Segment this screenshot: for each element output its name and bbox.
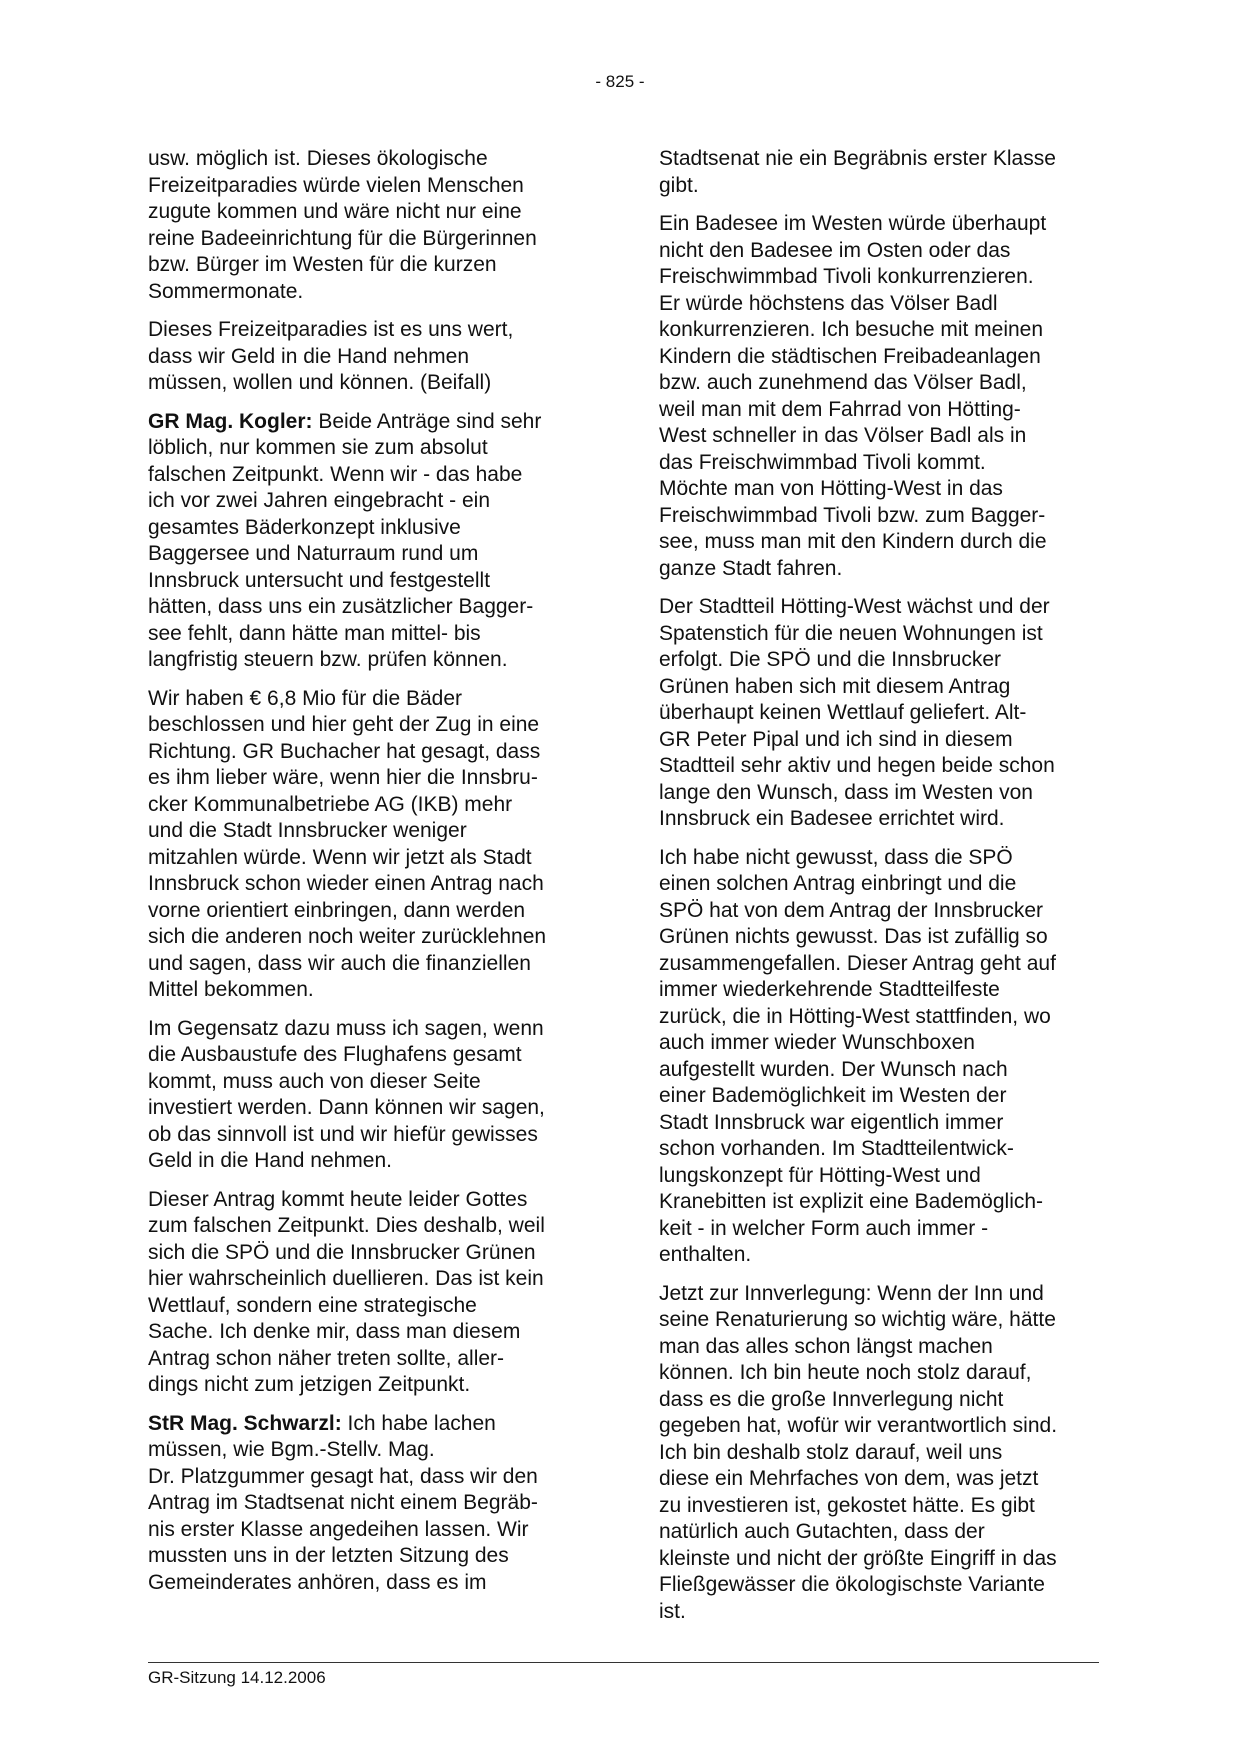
left-column [148, 146, 588, 1608]
paragraph [148, 146, 588, 305]
paragraph-text: Dieses Freizeitparadies ist es uns wert, dass wir Geld in die Hand nehmen müssen, wollen und können. (Beifall) [148, 318, 514, 394]
paragraph [659, 594, 1099, 833]
paragraph [148, 1187, 588, 1399]
paragraph [148, 686, 588, 1004]
paragraph [148, 409, 588, 674]
paragraph [659, 211, 1099, 582]
speaker-name: GR Mag. Kogler: [148, 409, 313, 433]
paragraph-text: Stadtsenat nie ein Begräbnis erster Klasse gibt. [659, 147, 1056, 197]
paragraph-text: Ich habe nicht gewusst, dass die SPÖ einen solchen Antrag einbringt und die SPÖ hat von dem Antrag der Innsbrucker Grünen nichts gewusst. Das ist zufällig so zusammengefallen. Dieser Antrag geht auf immer wiederkehrende Stadtteilfeste zurück, die in Hötting-West stattfinden, wo auch immer wieder Wunschboxen aufgestellt wurden. Der Wunsch nach einer Bademöglichkeit im Westen der Stadt Innsbruck war eigentlich immer schon vorhanden. Im Stadtteilentwick- lungskonzept für Hötting-West und Kranebitten ist explizit eine Bademöglich- keit - in welcher Form auch immer - enthalten. [659, 845, 1056, 1266]
paragraph [148, 1016, 588, 1175]
footer-divider [148, 1662, 1099, 1663]
paragraph-text: Ein Badesee im Westen würde überhaupt nicht den Badesee im Osten oder das Freischwimmbad Tivoli konkurrenzieren. Er würde höchstens das Völser Badl konkurrenzieren. Ich besuche mit meinen Kindern die städtischen Freibadeanlagen bzw. auch zunehmend das Völser Badl, weil man mit dem Fahrrad von Hötting- West schneller in das Völser Badl als in das Freischwimmbad Tivoli kommt. Möchte man von Hötting-West in das Freischwimmbad Tivoli bzw. zum Bagger- see, muss man mit den Kindern durch die ganze Stadt fahren. [659, 212, 1047, 580]
paragraph-text: Im Gegensatz dazu muss ich sagen, wenn die Ausbaustufe des Flughafens gesamt kommt, muss auch von dieser Seite investiert werden. Dann können wir sagen, ob das sinnvoll ist und wir hiefür gewisses Geld in die Hand nehmen. [148, 1016, 545, 1172]
paragraph [148, 317, 588, 397]
paragraph-text: Der Stadtteil Hötting-West wächst und der Spatenstich für die neuen Wohnungen ist erfolgt. Die SPÖ und die Innsbrucker Grünen haben sich mit diesem Antrag überhaupt keinen Wettlauf geliefert. Alt- GR Peter Pipal und ich sind in diesem Stadtteil sehr aktiv und hegen beide schon lange den Wunsch, dass im Westen von Innsbruck ein Badesee errichtet wird. [659, 595, 1055, 830]
paragraph [659, 146, 1099, 199]
paragraph-text: Wir haben € 6,8 Mio für die Bäder beschlossen und hier geht der Zug in eine Richtung. GR Buchacher hat gesagt, dass es ihm lieber wäre, wenn hier die Innsbru- cker Kommunalbetriebe AG (IKB) mehr und die Stadt Innsbrucker weniger mitzahlen würde. Wenn wir jetzt als Stadt Innsbruck schon wieder einen Antrag nach vorne orientiert einbringen, dann werden sich die anderen noch weiter zurücklehnen und sagen, dass wir auch die finanziellen Mittel bekommen. [148, 686, 547, 1001]
paragraph [659, 1281, 1099, 1626]
right-column [659, 146, 1099, 1637]
speaker-name: StR Mag. Schwarzl: [148, 1411, 342, 1435]
paragraph [659, 845, 1099, 1269]
paragraph [148, 1411, 588, 1597]
paragraph-text: Dieser Antrag kommt heute leider Gottes zum falschen Zeitpunkt. Dies deshalb, weil sich die SPÖ und die Innsbrucker Grünen hier wahrscheinlich duellieren. Das ist kein Wettlauf, sondern eine strategische Sache. Ich denke mir, dass man diesem Antrag schon näher treten sollte, aller- dings nicht zum jetzigen Zeitpunkt. [148, 1187, 545, 1396]
paragraph-text: usw. möglich ist. Dieses ökologische Freizeitparadies würde vielen Menschen zugute kommen und wäre nicht nur eine reine Badeeinrichtung für die Bürgerinnen bzw. Bürger im Westen für die kurzen Sommermonate. [148, 147, 537, 303]
paragraph-text: Beide Anträge sind sehr löblich, nur kommen sie zum absolut falschen Zeitpunkt. Wenn wir - das habe ich vor zwei Jahren eingebracht - ein gesamtes Bäderkonzept inklusive Baggersee und Naturraum rund um Innsbruck untersucht und festgestellt hätten, dass uns ein zusätzlicher Bagger- see fehlt, dann hätte man mittel- bis langfristig steuern bzw. prüfen können. [148, 409, 542, 671]
footer-session-date: GR-Sitzung 14.12.2006 [148, 1668, 326, 1687]
paragraph-text: Jetzt zur Innverlegung: Wenn der Inn und seine Renaturierung so wichtig wäre, hätte man das alles schon längst machen können. Ich bin heute noch stolz darauf, dass es die große Innverlegung nicht gegeben hat, wofür wir verantwortlich sind. Ich bin deshalb stolz darauf, weil uns diese ein Mehrfaches von dem, was jetzt zu investieren ist, gekostet hätte. Es gibt natürlich auch Gutachten, dass der kleinste und nicht der größte Eingriff in das Fließgewässer die ökologischste Variante ist. [659, 1281, 1058, 1623]
paragraph-text: Ich habe lachen müssen, wie Bgm.-Stellv. Mag. Dr. Platzgummer gesagt hat, dass wir den Antrag im Stadtsenat nicht einem Begräb- nis erster Klasse angedeihen lassen. Wir mussten uns in der letzten Sitzung des Gemeinderates anhören, dass es im [148, 1411, 538, 1594]
page-number: - 825 - [595, 72, 645, 91]
